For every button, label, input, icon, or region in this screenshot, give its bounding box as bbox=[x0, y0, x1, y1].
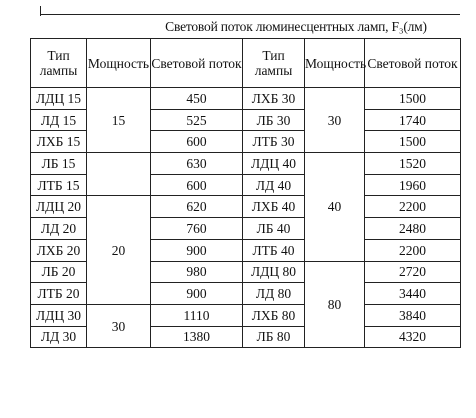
flux-value: 1110 bbox=[151, 304, 243, 326]
lamp-type: ЛХБ 80 bbox=[243, 304, 305, 326]
power-group: 15 bbox=[87, 88, 151, 153]
flux-value: 620 bbox=[151, 196, 243, 218]
flux-value: 2720 bbox=[365, 261, 461, 283]
lamp-type: ЛД 40 bbox=[243, 174, 305, 196]
flux-value: 450 bbox=[151, 88, 243, 110]
flux-value: 2200 bbox=[365, 239, 461, 261]
table-row bbox=[31, 88, 461, 110]
lamp-type: ЛХБ 30 bbox=[243, 88, 305, 110]
power-group-blank bbox=[87, 153, 151, 196]
flux-value: 2200 bbox=[365, 196, 461, 218]
table-row bbox=[31, 304, 461, 326]
table-title: Световой поток люминесцентных ламп, F₃(лм) bbox=[165, 19, 427, 34]
lamp-type: ЛДЦ 30 bbox=[31, 304, 87, 326]
power-group: 80 bbox=[305, 261, 365, 348]
power-group: 30 bbox=[87, 304, 151, 347]
flux-value: 1520 bbox=[365, 153, 461, 175]
lamp-type: ЛБ 20 bbox=[31, 261, 87, 283]
flux-value: 1500 bbox=[365, 88, 461, 110]
lamp-type: ЛБ 30 bbox=[243, 109, 305, 131]
flux-value: 1740 bbox=[365, 109, 461, 131]
flux-value: 630 bbox=[151, 153, 243, 175]
lamp-type: ЛБ 40 bbox=[243, 218, 305, 240]
header-power-left: Мощность bbox=[87, 39, 151, 88]
top-rule bbox=[40, 14, 460, 15]
lamp-type: ЛДЦ 80 bbox=[243, 261, 305, 283]
flux-value: 1380 bbox=[151, 326, 243, 348]
lamp-type: ЛТБ 30 bbox=[243, 131, 305, 153]
flux-value: 760 bbox=[151, 218, 243, 240]
header-type-right: Тип лампы bbox=[243, 39, 305, 88]
flux-value: 1500 bbox=[365, 131, 461, 153]
power-group: 40 bbox=[305, 153, 365, 261]
lamp-type: ЛТБ 20 bbox=[31, 283, 87, 305]
lamp-flux-table bbox=[30, 38, 461, 348]
lamp-type: ЛХБ 20 bbox=[31, 239, 87, 261]
lamp-type: ЛТБ 15 bbox=[31, 174, 87, 196]
table-row bbox=[31, 196, 461, 218]
lamp-type: ЛД 80 bbox=[243, 283, 305, 305]
lamp-type: ЛБ 80 bbox=[243, 326, 305, 348]
power-group: 30 bbox=[305, 88, 365, 153]
flux-value: 525 bbox=[151, 109, 243, 131]
lamp-type: ЛДЦ 40 bbox=[243, 153, 305, 175]
power-group: 20 bbox=[87, 196, 151, 304]
lamp-type: ЛД 15 bbox=[31, 109, 87, 131]
flux-value: 900 bbox=[151, 239, 243, 261]
flux-value: 3840 bbox=[365, 304, 461, 326]
lamp-type: ЛБ 15 bbox=[31, 153, 87, 175]
flux-value: 600 bbox=[151, 131, 243, 153]
header-type-left: Тип лампы bbox=[31, 39, 87, 88]
flux-value: 3440 bbox=[365, 283, 461, 305]
lamp-type: ЛХБ 15 bbox=[31, 131, 87, 153]
table-row bbox=[31, 153, 461, 175]
flux-value: 4320 bbox=[365, 326, 461, 348]
header-power-right: Мощность bbox=[305, 39, 365, 88]
lamp-type: ЛД 30 bbox=[31, 326, 87, 348]
header-flux-right: Световой поток bbox=[365, 39, 461, 88]
lamp-type: ЛТБ 40 bbox=[243, 239, 305, 261]
flux-value: 1960 bbox=[365, 174, 461, 196]
flux-value: 2480 bbox=[365, 218, 461, 240]
lamp-type: ЛДЦ 20 bbox=[31, 196, 87, 218]
flux-value: 600 bbox=[151, 174, 243, 196]
header-flux-left: Световой поток bbox=[151, 39, 243, 88]
header-row bbox=[31, 39, 461, 88]
flux-value: 980 bbox=[151, 261, 243, 283]
flux-value: 900 bbox=[151, 283, 243, 305]
lamp-type: ЛД 20 bbox=[31, 218, 87, 240]
lamp-type: ЛДЦ 15 bbox=[31, 88, 87, 110]
lamp-type: ЛХБ 40 bbox=[243, 196, 305, 218]
